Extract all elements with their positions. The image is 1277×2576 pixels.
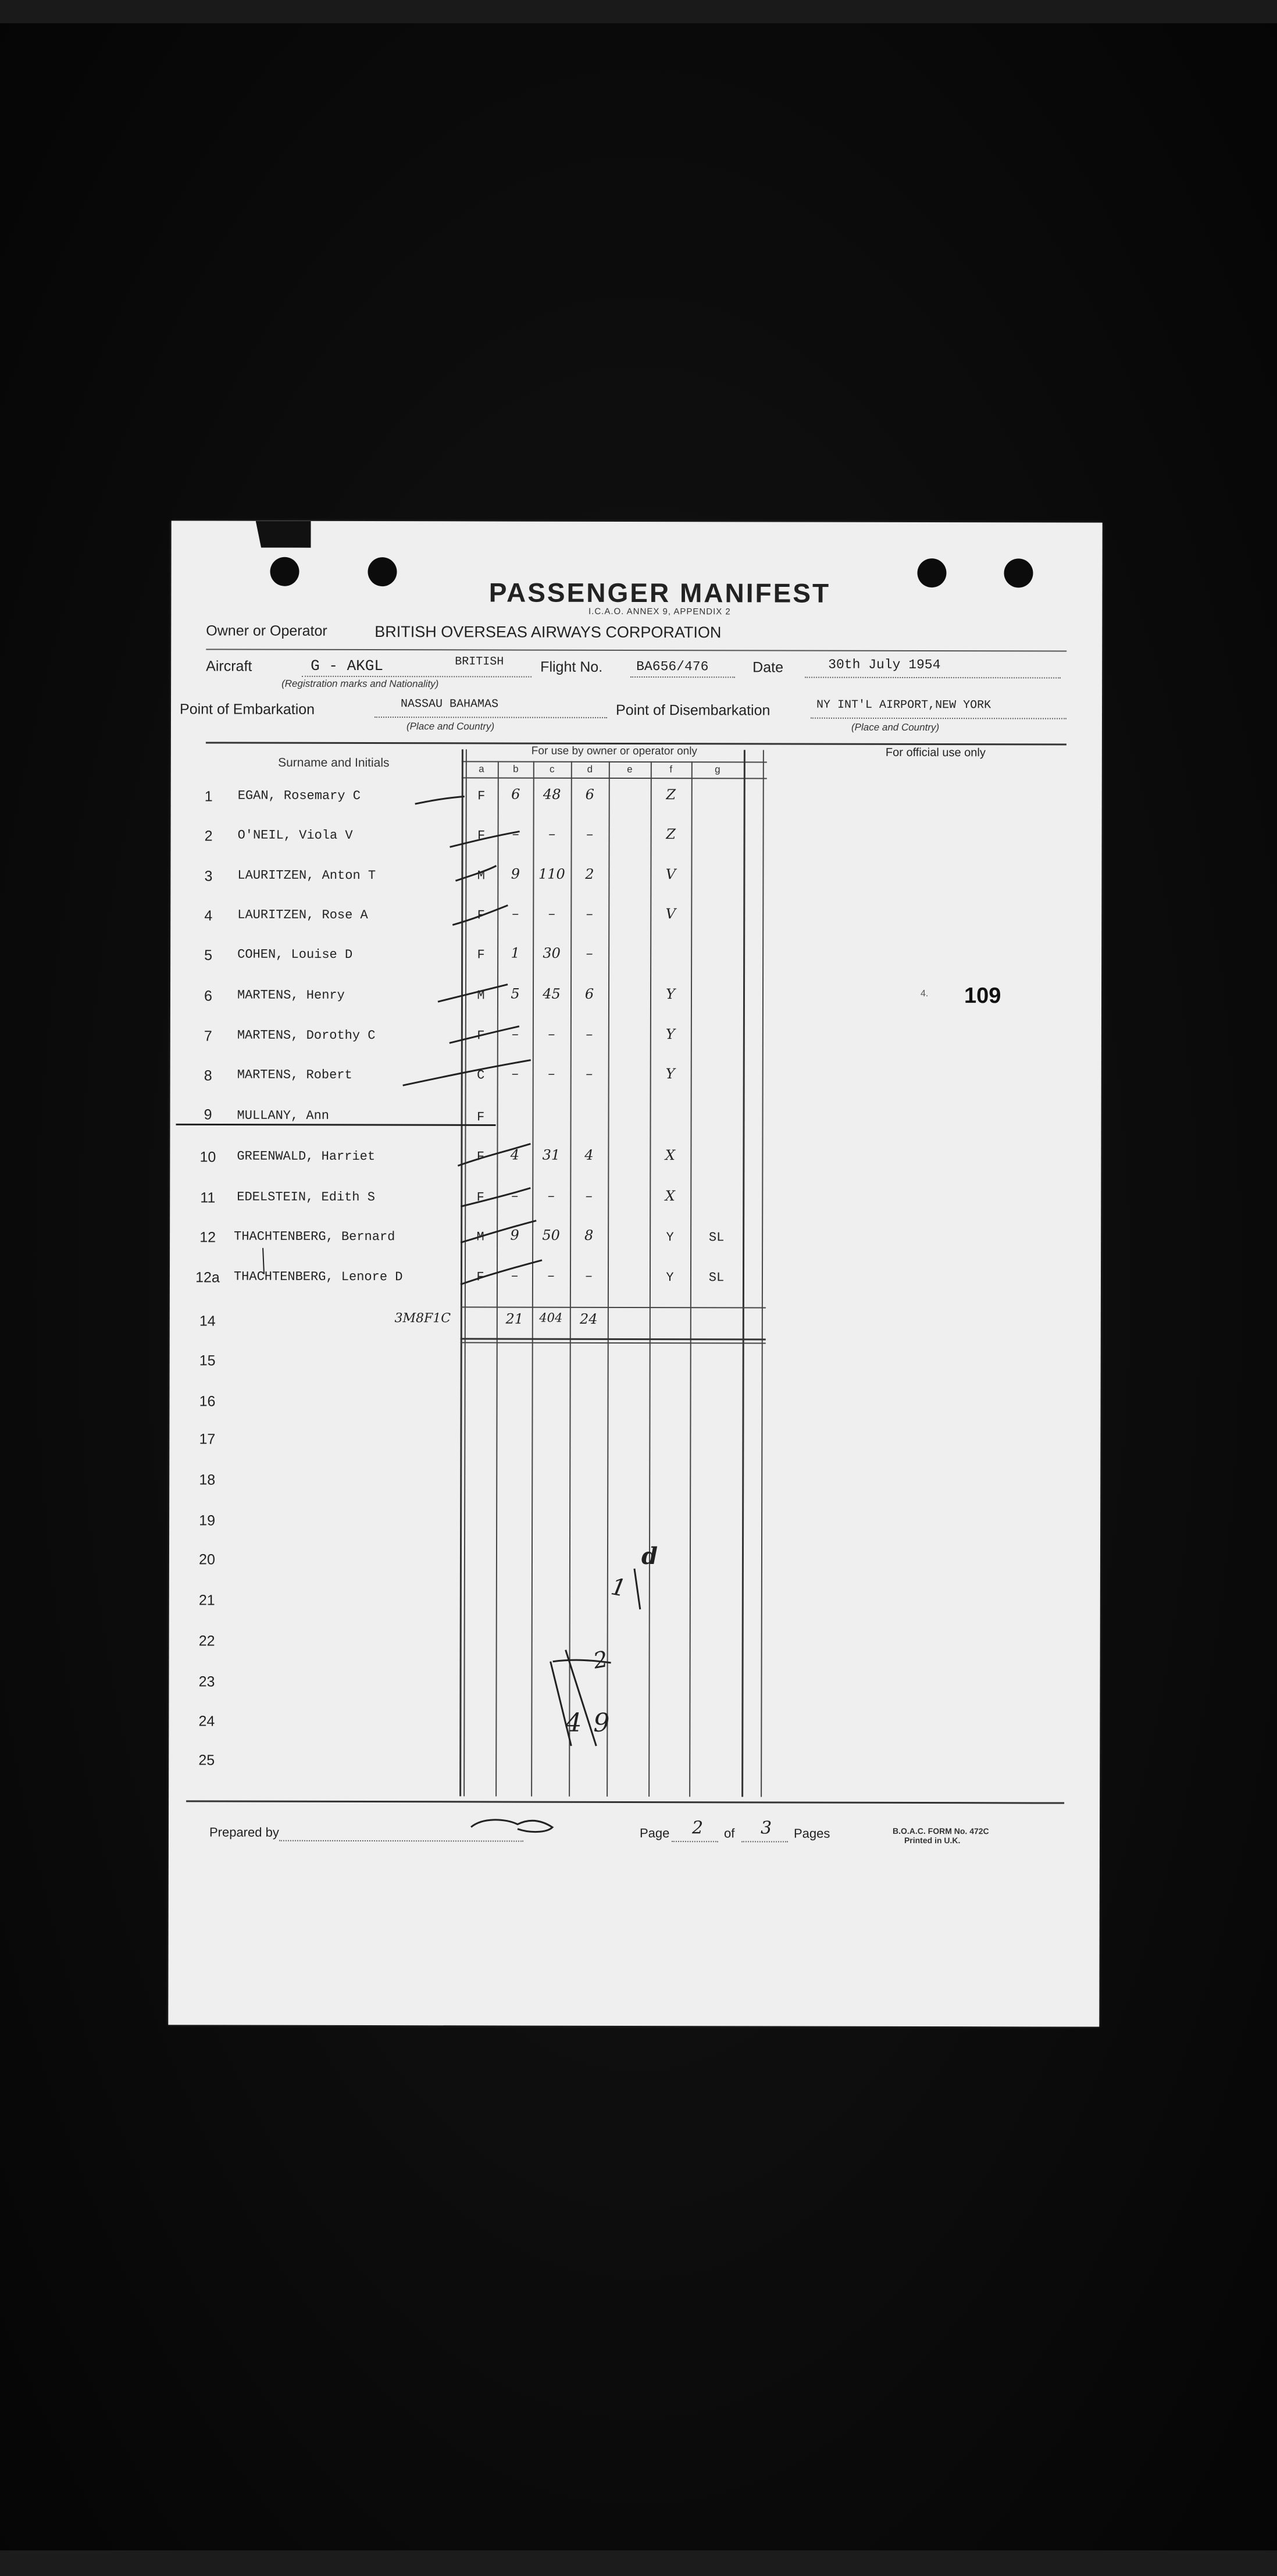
cell-b: 5 — [511, 985, 520, 1002]
row-number: 25 — [198, 1752, 215, 1769]
cell-c: 45 — [543, 985, 561, 1002]
cell-f: Y — [665, 1026, 675, 1043]
passenger-name: LAURITZEN, Anton T — [237, 868, 376, 883]
passenger-name: EGAN, Rosemary C — [237, 788, 361, 804]
cell-f: Y — [665, 1066, 675, 1082]
totals-summary: 3M8F1C — [394, 1311, 451, 1326]
strike-through — [176, 1124, 496, 1125]
cell-b: – — [512, 905, 519, 922]
owner-use-header: For use by owner or operator only — [531, 744, 697, 758]
cell-d: 4 — [584, 1146, 594, 1163]
cell-a: F — [477, 908, 485, 923]
cell-d: – — [586, 945, 593, 961]
check-stroke — [415, 796, 465, 804]
row-number: 15 — [199, 1352, 216, 1369]
cell-c: 110 — [538, 865, 565, 882]
col-header-a: a — [479, 763, 484, 775]
cell-d: 6 — [585, 786, 594, 803]
passenger-name: MARTENS, Dorothy C — [237, 1028, 376, 1043]
cell-a: F — [476, 1270, 484, 1285]
prepared-label: Prepared by — [209, 1825, 279, 1840]
form-printed-line: Printed in U.K. — [904, 1835, 961, 1845]
cell-f: V — [665, 866, 676, 883]
form-number-line: B.O.A.C. FORM No. 472C — [892, 1826, 989, 1836]
cell-a: F — [476, 1190, 484, 1205]
col-header-d: d — [587, 763, 593, 775]
cell-f: X — [665, 1188, 675, 1205]
cell-a: M — [477, 868, 486, 883]
cell-a: F — [476, 1149, 485, 1164]
col-header-c: c — [550, 763, 555, 775]
passenger-name: THACHTENBERG, Lenore D — [233, 1269, 403, 1285]
cell-a: F — [477, 789, 486, 804]
cell-a: M — [477, 988, 485, 1003]
cell-d: – — [586, 1025, 593, 1042]
passenger-name: LAURITZEN, Rose A — [237, 907, 368, 923]
row-number: 19 — [199, 1512, 216, 1529]
check-stroke — [450, 1026, 519, 1043]
cell-c: – — [548, 1025, 555, 1042]
manifest-sheet — [168, 521, 1102, 2026]
passenger-name: GREENWALD, Harriet — [237, 1149, 376, 1164]
row-number: 20 — [199, 1551, 215, 1568]
embarkation-value: NASSAU BAHAMAS — [401, 697, 499, 711]
owner-label: Owner or Operator — [206, 622, 327, 639]
row-number: 17 — [199, 1431, 216, 1448]
cell-d: – — [586, 825, 594, 842]
nationality-value: BRITISH — [455, 655, 504, 669]
cell-b: 9 — [511, 865, 520, 882]
cell-b: 9 — [510, 1227, 519, 1244]
check-stroke — [452, 905, 508, 925]
cell-f: V — [665, 906, 676, 922]
scribble-note: 1 — [609, 1573, 629, 1602]
row-number: 8 — [204, 1067, 212, 1084]
check-stroke — [455, 865, 496, 881]
prepared-by-value — [343, 1813, 344, 1814]
row-number: 3 — [204, 868, 213, 885]
cell-b: – — [511, 1025, 519, 1042]
cell-d: 6 — [584, 985, 594, 1002]
row-number: 7 — [204, 1028, 212, 1045]
form-number — [893, 1826, 989, 1845]
cell-c: – — [548, 905, 555, 922]
page-subtitle: I.C.A.O. ANNEX 9, APPENDIX 2 — [588, 606, 731, 617]
row-number: 23 — [198, 1673, 215, 1690]
surname-header: Surname and Initials — [278, 756, 390, 770]
cell-d: – — [586, 905, 593, 922]
disembarkation-label: Point of Disembarkation — [616, 701, 771, 719]
pen-stroke — [634, 1569, 640, 1609]
cell-b: – — [511, 1187, 519, 1204]
cell-b: 6 — [511, 786, 520, 803]
cell-c: – — [547, 1267, 555, 1284]
cell-c: 48 — [543, 786, 561, 803]
date-value: 30th July 1954 — [828, 657, 941, 673]
aircraft-note: (Registration marks and Nationality) — [281, 678, 439, 690]
cell-d: – — [585, 1187, 593, 1204]
flight-value: BA656/476 — [636, 659, 709, 675]
row-number: 10 — [199, 1149, 216, 1166]
aircraft-label: Aircraft — [206, 658, 252, 675]
col-header-b: b — [513, 763, 519, 775]
check-stroke — [438, 984, 508, 1002]
row-number: 11 — [200, 1189, 216, 1206]
cell-f: Z — [666, 826, 676, 843]
aircraft-value: G - AKGL — [311, 657, 384, 675]
row-number: 21 — [198, 1592, 215, 1609]
col-header-g: g — [715, 764, 720, 775]
passenger-name: EDELSTEIN, Edith S — [237, 1189, 375, 1205]
cell-f: Z — [666, 786, 676, 803]
scan-bottom-edge — [0, 2550, 1277, 2576]
cell-c: – — [547, 1187, 555, 1204]
page-label: Page — [639, 1826, 670, 1841]
cell-a: F — [477, 947, 485, 963]
official-use-header: For official use only — [885, 746, 986, 760]
scan-top-edge — [0, 0, 1277, 23]
cell-d: 2 — [585, 865, 594, 882]
check-stroke — [461, 1220, 536, 1245]
cell-c: 50 — [542, 1227, 560, 1244]
passenger-name: THACHTENBERG, Bernard — [234, 1229, 395, 1245]
of-value: 3 — [760, 1818, 772, 1839]
dotted-line — [741, 1841, 788, 1842]
scribble-note: 49 — [565, 1708, 622, 1738]
cell-b: – — [512, 825, 519, 842]
cell-b: 1 — [511, 945, 520, 961]
row-number: 1 — [204, 788, 213, 805]
row-number: 12a — [195, 1269, 220, 1286]
dotted-line — [672, 1841, 718, 1842]
scribble-note: 2 — [591, 1646, 610, 1674]
row-number: 9 — [204, 1106, 212, 1123]
owner-value: BRITISH OVERSEAS AIRWAYS CORPORATION — [374, 623, 722, 642]
passenger-name: MARTENS, Robert — [237, 1067, 352, 1082]
page-stamp-number: 109 — [964, 984, 1001, 1009]
cell-a: F — [477, 1028, 485, 1043]
cell-f: Y — [666, 1270, 674, 1285]
flight-label: Flight No. — [540, 658, 603, 675]
row-number: 5 — [204, 947, 213, 964]
cell-a: F — [476, 1110, 485, 1125]
cell-a: M — [476, 1230, 484, 1245]
cell-f: X — [665, 1147, 676, 1164]
cell-a: C — [477, 1068, 485, 1083]
check-stroke — [461, 1188, 530, 1206]
passenger-name: O'NEIL, Viola V — [237, 828, 353, 843]
cell-d: 24 — [580, 1310, 598, 1327]
cell-c: 30 — [543, 945, 561, 961]
row-number: 12 — [199, 1229, 216, 1246]
col-header-e: e — [627, 763, 633, 775]
cell-c: 31 — [542, 1146, 561, 1163]
date-label: Date — [752, 659, 784, 676]
pages-label: Pages — [793, 1826, 830, 1841]
cell-c: 404 — [539, 1310, 563, 1325]
passenger-name: MARTENS, Henry — [237, 988, 345, 1003]
cell-g: SL — [708, 1230, 725, 1245]
row-number: 4 — [204, 907, 213, 924]
signature-initials — [471, 1820, 552, 1832]
check-stroke — [403, 1060, 531, 1085]
row-number: 14 — [199, 1313, 216, 1330]
row-number: 24 — [198, 1713, 215, 1730]
row-number: 16 — [199, 1393, 216, 1410]
embarkation-label: Point of Embarkation — [180, 701, 315, 718]
cell-f: Y — [666, 1230, 674, 1245]
cell-d: – — [586, 1065, 593, 1082]
stamp-prefix: 4. — [920, 989, 929, 999]
cell-b: – — [511, 1267, 519, 1284]
embarkation-note: (Place and Country) — [406, 721, 495, 732]
check-stroke — [458, 1143, 530, 1166]
cell-b: – — [511, 1065, 519, 1082]
row-number: 18 — [199, 1472, 216, 1488]
cell-g: SL — [708, 1270, 725, 1285]
disembarkation-note: (Place and Country) — [851, 721, 940, 733]
page-title: PASSENGER MANIFEST — [488, 577, 831, 608]
cell-b: 21 — [505, 1310, 524, 1327]
col-header-f: f — [669, 764, 673, 775]
cell-f: Y — [666, 986, 675, 1003]
row-number: 6 — [204, 988, 212, 1004]
cell-d: – — [585, 1267, 593, 1284]
cell-c: – — [548, 1065, 555, 1082]
pen-tick — [263, 1248, 264, 1274]
page-value: 2 — [691, 1818, 704, 1839]
row-number: 22 — [198, 1633, 215, 1649]
disembarkation-value: NY INT'L AIRPORT,NEW YORK — [816, 698, 991, 712]
cell-b: 4 — [510, 1146, 520, 1163]
cell-a: F — [477, 828, 486, 843]
passenger-name: COHEN, Louise D — [237, 947, 353, 962]
of-label: of — [723, 1826, 735, 1841]
scribble-note: d — [641, 1542, 658, 1570]
row-number: 2 — [204, 828, 213, 845]
check-stroke — [461, 1260, 542, 1284]
cell-d: 8 — [584, 1227, 594, 1244]
cell-c: – — [548, 825, 556, 842]
check-stroke — [450, 831, 520, 847]
passenger-name: MULLANY, Ann — [237, 1108, 330, 1123]
